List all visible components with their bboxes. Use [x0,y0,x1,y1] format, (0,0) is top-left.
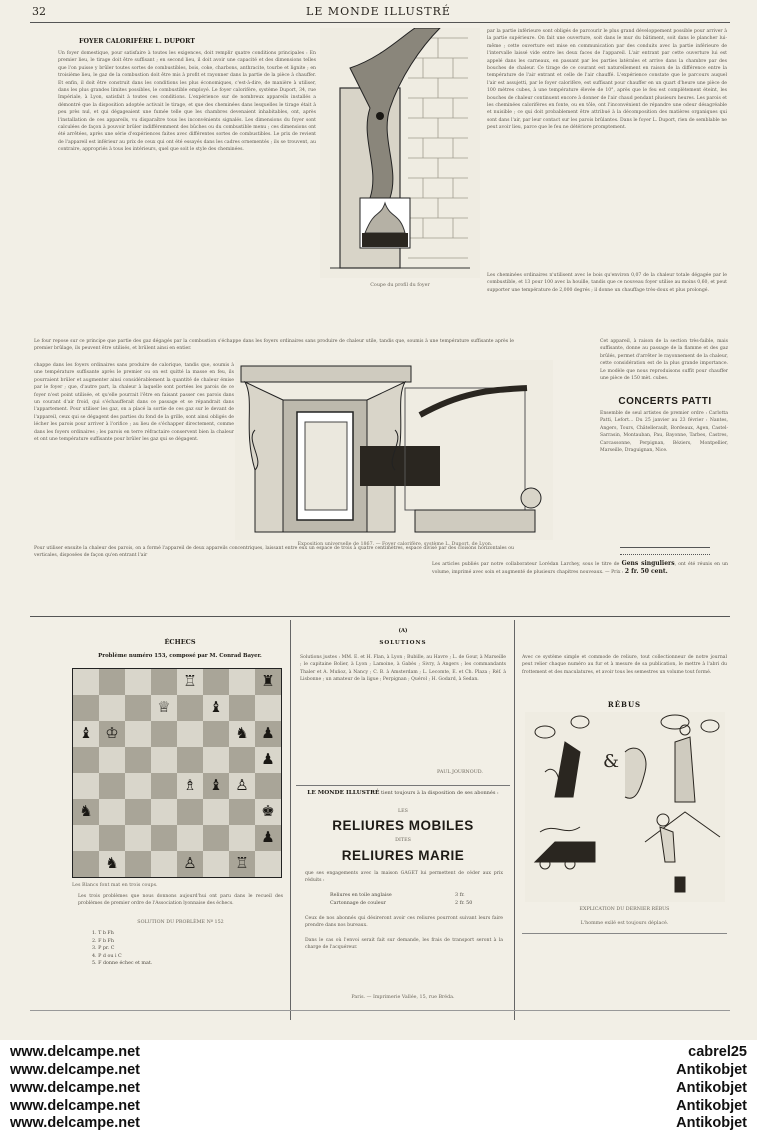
solutions-header: (A) [398,628,408,634]
solutions-text: Solutions justes : MM. E. et H. Flan, à Lyon ; Bubille, au Havre ; L. de Gour, à Marseille ; le capitaine Bolier, à Lyon ; Lamoine, à Gabès ; Sivry, à Angers ; les commandants Thaler et A. Muñoz, à Nancy ; C. B. à Amsterdam ; L. Lecomte, E. et Ch. Plaza ; Réf. à Lisbonne ; un amateur de la ligue ; Perpignan ; Quérol ; H. Godard, à Sedan. [300,655,506,683]
watermark-seller-right: cabrel25 [688,1044,747,1060]
watermark-link-left: www.delcampe.net [10,1044,140,1060]
header-rule [30,22,730,23]
chess-note: Les trois problèmes que nous donnons aujourd'hui ont paru dans le recueil des problèmes de premier ordre de l'Association lyonnaise des échecs. [78,894,283,907]
chess-pawn-icon: ♟ [261,828,275,846]
price-value: 3 fr. [455,893,465,898]
chess-solution-title: SOLUTION DU PROBLÈME Nº 152 [137,920,224,925]
reliures-intro-title: LE MONDE ILLUSTRÉ [307,790,380,796]
fireplace-illustration [235,360,553,540]
article-text-right-end: Cet appareil, à raison de la section très-faible, mais suffisante, donne au passage de la flamme et des gaz brûlés, permet d'arrêter le rayonnement de la chaleur, cette considération est de la plus grande importance. Le modèle que nous reproduisons suffit pour chauffer une pièce de 150 mèt. cubes. [600,339,728,382]
solutions-rule [296,785,510,786]
chess-rook-icon: ♖ [183,672,197,690]
article-text-column-right-mid: Les cheminées ordinaires n'utilisent avec le bois qu'environ 0,07 de la chaleur totale dégagée par le combustible, et 13 pour 100 avec la houille, tandis que ce nouveau foyer utilise au moins 0,60, et peut supporter une température de 2,000 degrés ; il donne un chauffage très-doux et plus prolongé. [487,273,727,293]
chess-bishop-icon: ♝ [209,776,223,794]
notice-prefix: Les articles publiés par notre collaborateur Lorédan Larchey, sous le titre de [432,562,620,567]
watermark-link-left: www.delcampe.net [10,1080,140,1096]
stove-section-illustration [320,28,480,278]
article-text-column-under: chappe dans les foyers ordinaires sans produire de calorique, tandis que, soumis à une température suffisante après le premier ou on est quitté la masse en feu, ils pourraient brûler et augmenter ainsi considérablement la quantité de chaleur émise par le foyer ; que, d'autre part, la chaleur à laquelle sont portées les parois de ce foyer n'est point utilisée, et qu'elle pourrait l'être en faisant passer ces parois dans un courant d'air froid, qui s'échaufferait dans ce passage et se répandrait dans l'appartement. Pour utiliser les gaz, on a placé la sortie de ces gaz sur le devant de l'appareil, ceux qui se dégagent des parties du fond de la grille, sont ainsi obligés de lécher les parois pour arriver à l'orifice ; au lieu de s'échapper directement, comme dans les foyers ordinaires ; les parois en terre réfractaire conservent bien la chaleur et ont une température suffisante pour brûler les gaz qui se dégagent. [34,363,234,443]
rebus-answer: L'homme exilé est toujours déplacé. [580,921,669,926]
chess-knight-icon: ♞ [235,724,249,742]
price-label: Reliures en toile anglaise [330,893,392,898]
reliures-les: LES [398,809,408,814]
chessboard [72,668,282,878]
chess-knight-icon: ♞ [105,854,119,872]
chess-pawn-icon: ♙ [183,854,197,872]
chess-pawn-icon: ♙ [235,776,249,794]
gens-singuliers-notice [432,560,728,590]
echecs-title: ÉCHECS [164,638,196,646]
bottom-rule [30,1010,730,1011]
section-rule [30,616,730,617]
watermark-seller-right: Antikobjet [676,1098,747,1114]
imprint: Paris. — Imprimerie Vallée, 15, rue Bréda. [351,995,455,1000]
rebus-illustration [525,712,725,902]
watermark-seller-right: Antikobjet [676,1080,747,1096]
article-text-bottom: Pour utiliser ensuite la chaleur des parois, on a formé l'appareil de deux appareils concentriques, laissant entre eux un espace de trois à quatre centimètres, espace divisé par des cloisons horizontales ou verticales, disposées de façon qu'en entrant l'air [34,546,514,559]
notice-price: 2 fr. 50 cent. [624,568,668,576]
price-value: 2 fr. 50 [455,901,473,906]
chess-rook-icon: ♜ [261,672,275,690]
chess-move: 4. P d ou i C [92,953,122,959]
chess-move: 5. F donne échec et mat. [92,961,153,966]
solutions-signature: PAUL JOURNOUD. [437,770,483,775]
rebus-rule [522,933,727,934]
chess-bishop-icon: ♗ [183,776,197,794]
chess-bishop-icon: ♝ [79,724,93,742]
article-title: FOYER CALORIFÈRE L. DUPORT [79,38,195,45]
svg-text:&: & [603,751,620,772]
chess-king-icon: ♚ [261,802,275,820]
article-text-column-right-top: par la partie inférieure sont obligés de parcourir le plus grand développement possible pour arriver à la partie supérieure. On fait une ouverture, soit dans le mur du bâtiment, soit dans le plancher lui-même ; cette ouverture est mise en communication par des conduits avec la partie inférieure de l'intervalle laissé vide entre les deux faces de l'appareil. L'air entrant par cette ouverture lui est appelé dans les carneaux, en passant par les parties latérales et arrive dans la chambre par des bouches de chaleur. Ce tirage de ce courant est naturellement en raison de la différence entre la température de l'air entrant et celle de l'air chauffé. L'expérience constate que le parcours auquel l'air est assujetti, par le foyer calorifère, est suffisant pour chauffer en un quart d'heure une pièce de 100 mètres cubes, à une température élevée de 10°, après que le feu est complètement éteint, les bouches de chaleur continuent encore à donner de l'air chaud pendant plusieurs heures. Les parois et les cheminées calorifères en fonte, ou en tôle, ont l'inconvénient de répandre une odeur désagréable et nuisible ; ce qui doit probablement être attribué à la décomposition des matières organiques qui sont dans l'air, par leur contact sur les parois brûlantes. Dans le foyer L. Duport, rien de semblable ne peut avoir lieu, parce que le feu ne détériore promptement. [487,29,727,131]
reliures-price-row [330,892,500,900]
concerts-title: CONCERTS PATTI [618,396,712,407]
reliures-explanation: Avec ce système simple et commode de reliure, tout collectionneur de notre journal peut relier chaque numéro au fur et à mesure de sa publication, le mettre à l'abri du frottement et des maculatures, et avoir tous les semestres un volume tout formé. [522,655,727,675]
reliures-intro [298,790,508,798]
reliures-note1: Ceux de nos abonnés qui désireront avoir ces reliures pourront suivant leurs faire prendre dans nos bureaux. [305,916,503,929]
journal-title: LE MONDE ILLUSTRÉ [306,5,451,18]
chess-knight-icon: ♞ [79,802,93,820]
watermark-footer [0,1040,757,1131]
reliures-title-mobiles: RELIURES MOBILES [332,818,474,833]
chess-moves [92,930,272,968]
rebus-title: RÉBUS [607,700,642,709]
chess-caption: Les Blancs font mat en trois coups. [72,883,158,888]
notice-suffix: , ont été réunis en un volume, imprimé avec soin et augmenté de plusieurs chapitres nouveaux. — Prix : [432,562,728,576]
chess-king-icon: ♔ [105,724,119,742]
chess-move: 1. T b Fh [92,931,114,936]
watermark-seller-right: Antikobjet [676,1062,747,1078]
column-rule-1 [290,620,291,1020]
figure2-caption: Exposition universelle de 1867. — Foyer calorifère, système L. Duport, de Lyon. [297,542,493,547]
reliures-price-row [330,900,500,908]
chess-move: 3. P pr. C [92,946,115,951]
reliures-title-marie: RELIURES MARIE [341,848,465,863]
page-number: 32 [32,5,46,18]
rebus-caption: EXPLICATION DU DERNIER RÉBUS [579,907,670,912]
watermark-link-left: www.delcampe.net [10,1062,140,1078]
article-text-column-left: Un foyer domestique, pour satisfaire à toutes les exigences, doit remplir quatre conditions principales : En premier lieu, le tirage doit être suffisant ; en second lieu, il doit avoir une capacité et des dimensions telles que l'on puisse y brûler toutes sortes de combustibles, bois, coke, charbons, anthracite, tourbe et lignite ; en troisième lieu, le gaz de la combustion doit être mis à profit et rayonner dans la partie de la pièce à chauffer. Et enfin, il doit être construit dans les conditions les plus économiques, c'est-à-dire, de manière à utiliser, dans les plus grandes limites possibles, le combustible employé. Le foyer calorifère, système Duport, 34, rue Impériale, à Lyon, satisfait à toutes ces conditions. L'expérience sur de nombreux appareils installés a démontré que la disposition adoptée activait le tirage, et que des cheminées dans lesquelles le tirage était à peu près nul, et qui dégageaient une fumée telle que les chambres devenaient inhabitables, ont, après l'installation de ces appareils, vu disparaître tous les inconvénients signalés. Les dimensions du foyer sont calculées de façon à pouvoir brûler indifféremment des bûches ou du combustible menu ; ces dimensions ont été arrêtées, après une série d'expériences faites avec différentes sortes de combustibles. Le prix de revient de l'appareil est inférieur au prix de ceux qui ont été essayés dans les cadres ornementés ; ils se trouvent, au contraire, appropriés à tous les intérieurs, quel que soit le style des cheminées. [58,51,316,153]
watermark-link-left: www.delcampe.net [10,1098,140,1114]
reliures-prices [330,892,500,908]
echecs-problem: Problème numéro 153, composé par M. Conrad Bayer. [98,653,262,659]
chess-pawn-icon: ♟ [261,750,275,768]
chess-pawn-icon: ♟ [261,724,275,742]
concerts-text: Ensemble de seul artistes de premier ordre : Carlotta Patti, Lefort… Du 25 janvier au 23 février : Nantes, Angers, Tours, Châtellerault, Bordeaux, Agen, Castel-Sarrasin, Montauban, Pau, Bayonne, Tarbes, Castres, Carcassonne, Perpignan, Béziers, Montpellier, Marseille, Draguignan, Nice. [600,411,728,454]
watermark-seller-right: Antikobjet [676,1115,747,1131]
chess-move: 2. F b Fh [92,938,114,944]
solutions-title: SOLUTIONS [379,640,427,646]
reliures-dites: DITES [395,838,411,843]
chess-queen-icon: ♕ [157,698,171,716]
chess-bishop-icon: ♝ [209,698,223,716]
watermark-link-left: www.delcampe.net [10,1115,140,1131]
reliures-intro-text: tient toujours à la disposition de ses abonnés : [380,790,499,796]
chess-rook-icon: ♖ [235,854,249,872]
ornament-rule [620,547,710,555]
reliures-note2: Dans le cas où l'envoi serait fait sur demande, les frais de transport seront à la charge de l'acquéreur. [305,938,503,951]
article-text-wide: Le four repose sur ce principe que partie des gaz dégagés par la combustion s'échappe dans les foyers ordinaires sans produire de chaleur utile, tandis que, soumis à une température suffisante après le premier brûlage, ils peuvent être utilisés, et brûlent ainsi en entier. [34,339,514,352]
price-label: Cartonnage de couleur [330,901,386,906]
figure1-caption: Coupe du profil du foyer [370,283,430,288]
page-header [0,0,757,22]
column-rule-2 [514,620,515,1020]
reliures-body: que ses engagements avec la maison GAGET lui permettent de céder aux prix réduits : [305,871,503,884]
notice-title: Gens singuliers [621,560,675,567]
